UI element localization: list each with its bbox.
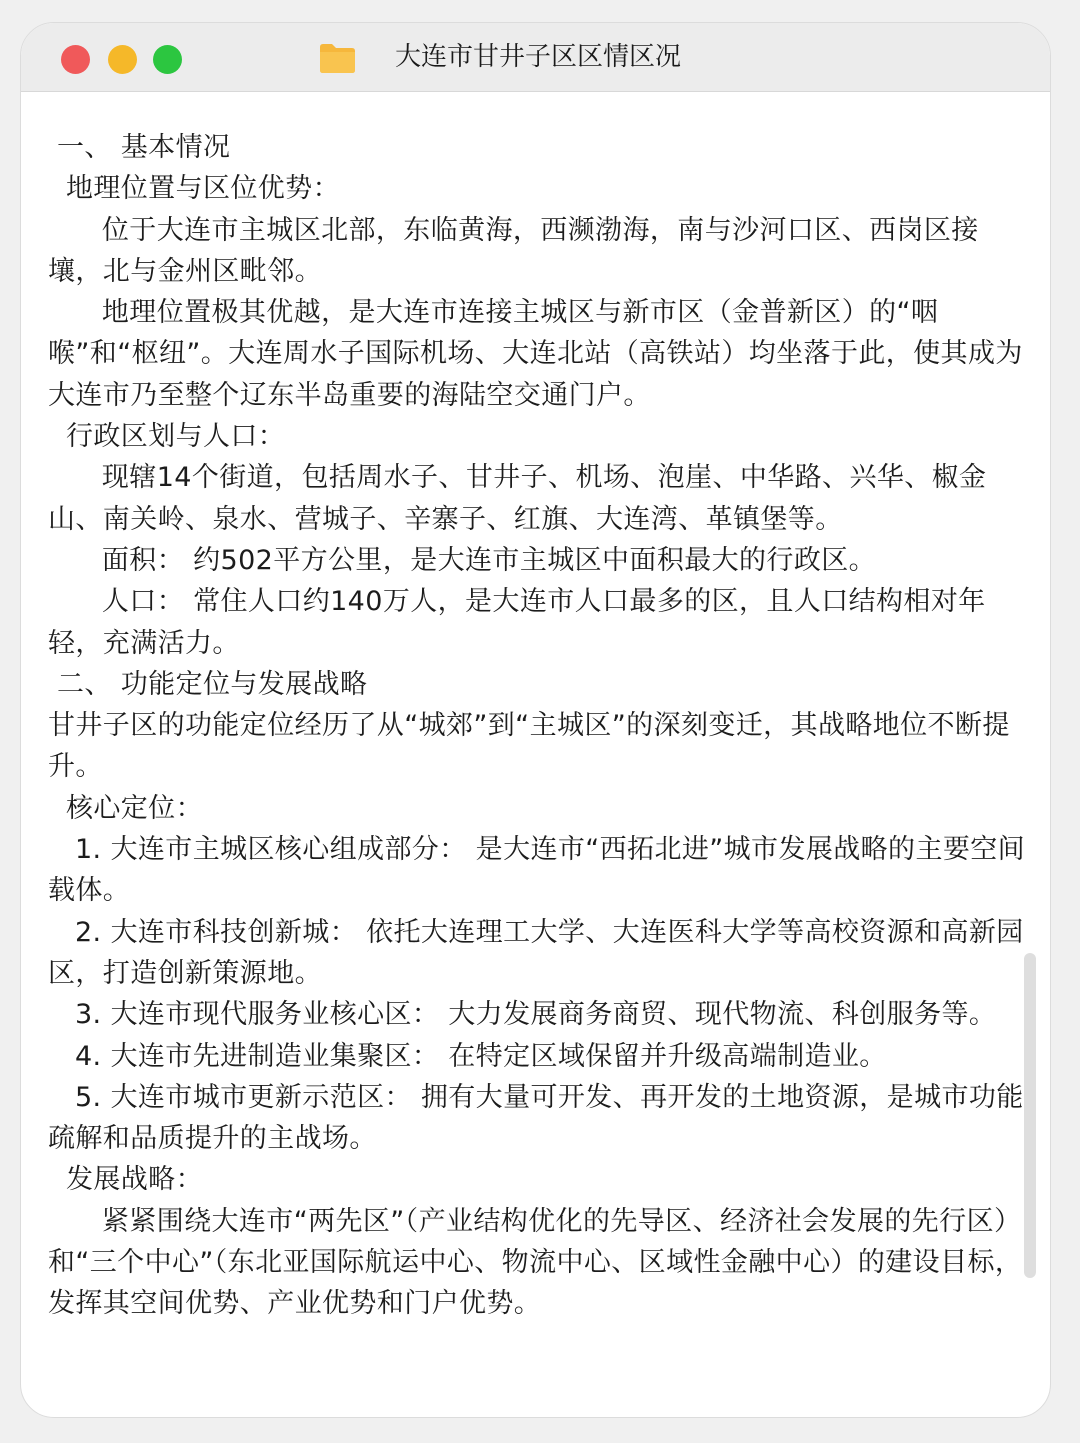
subheading-location: 地理位置与区位优势： <box>48 173 340 205</box>
paragraph-function-intro: 甘井子区的功能定位经历了从“城郊”到“主城区”的深刻变迁，其战略地位不断提升。 <box>48 710 1010 783</box>
document-content <box>48 127 1030 1325</box>
paragraph-streets: 现辖14个街道，包括周水子、甘井子、机场、泡崖、中华路、兴华、椒金山、南关岭、泉水、营城子、辛寨子、红旗、大连湾、革镇堡等。 <box>48 462 987 535</box>
paragraph-location: 位于大连市主城区北部，东临黄海，西濒渤海，南与沙河口区、西岗区接壤，北与金州区毗邻。 <box>48 214 979 287</box>
list-item-core-4: 4. 大连市先进制造业集聚区： 在特定区域保留并升级高端制造业。 <box>48 1040 887 1072</box>
section-heading-function: 二、 功能定位与发展战略 <box>48 668 368 700</box>
section-heading-basic: 一、 基本情况 <box>48 132 231 163</box>
subheading-strategy: 发展战略： <box>48 1164 203 1196</box>
list-item-core-1: 1. 大连市主城区核心组成部分： 是大连市“西拓北进”城市发展战略的主要空间载体。 <box>48 834 1026 907</box>
document-window <box>20 22 1051 1418</box>
paragraph-population: 人口： 常住人口约140万人，是大连市人口最多的区，且人口结构相对年轻，充满活力。 <box>48 586 986 659</box>
title-bar[interactable] <box>21 23 1050 92</box>
folder-icon <box>318 43 356 74</box>
window-title: 大连市甘井子区区情区况 <box>395 42 682 72</box>
paragraph-area: 面积： 约502平方公里，是大连市主城区中面积最大的行政区。 <box>48 544 877 576</box>
vertical-scrollbar[interactable] <box>1024 953 1036 1278</box>
minimize-button[interactable] <box>108 45 137 74</box>
subheading-core: 核心定位： <box>48 792 203 824</box>
maximize-button[interactable] <box>153 45 182 74</box>
paragraph-strategy: 紧紧围绕大连市“两先区”（产业结构优化的先导区、经济社会发展的先行区）和“三个中心”（东北亚国际航运中心、物流中心、区域性金融中心）的建设目标，发挥其空间优势、产业优势和门户优势。 <box>48 1205 1023 1320</box>
close-button[interactable] <box>61 45 90 74</box>
list-item-core-5: 5. 大连市城市更新示范区： 拥有大量可开发、再开发的土地资源，是城市功能疏解和品质提升的主战场。 <box>48 1081 1024 1155</box>
paragraph-advantage: 地理位置极其优越，是大连市连接主城区与新市区（金普新区）的“咽喉”和“枢纽”。大连周水子国际机场、大连北站（高铁站）均坐落于此，使其成为大连市乃至整个辽东半岛重要的海陆空交通门户。 <box>48 297 1023 411</box>
list-item-core-2: 2. 大连市科技创新城： 依托大连理工大学、大连医科大学等高校资源和高新园区，打造创新策源地。 <box>48 916 1024 989</box>
subheading-admin: 行政区划与人口： <box>48 421 286 453</box>
list-item-core-3: 3. 大连市现代服务业核心区： 大力发展商务商贸、现代物流、科创服务等。 <box>48 999 997 1031</box>
